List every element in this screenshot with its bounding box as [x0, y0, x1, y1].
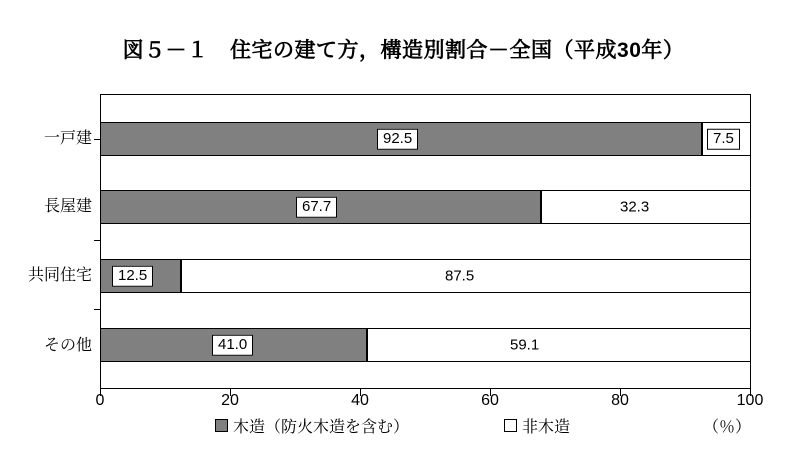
bar-value-wood-2: 12.5: [112, 266, 153, 287]
legend-item-nonwood: [504, 414, 570, 437]
bar-value-wood-0: 92.5: [377, 129, 418, 150]
category-label-2: 共同住宅: [27, 267, 92, 284]
x-tick-label-0: 0: [95, 392, 105, 409]
x-tick-label-2: 40: [351, 392, 369, 409]
legend-swatch-wood-icon: [215, 419, 228, 432]
axis-unit-label: （％）: [702, 419, 751, 436]
bar-segment-nonwood-3: [367, 328, 751, 362]
bar-value-nonwood-1: 32.3: [620, 198, 650, 216]
category-label-3: その他: [43, 337, 92, 354]
bar-row-3: [100, 328, 751, 362]
bar-value-wood-3: 41.0: [212, 335, 253, 356]
category-tick-2: [94, 309, 101, 310]
category-tick-1: [94, 240, 101, 241]
legend-label-nonwood: 非木造: [522, 419, 571, 436]
category-label-0: 一戸建: [43, 130, 92, 147]
bar-row-0: [100, 122, 751, 156]
bar-value-wood-1: 67.7: [296, 197, 337, 218]
x-tick-label-4: 80: [611, 392, 629, 409]
x-tick-label-1: 20: [221, 392, 239, 409]
bar-row-1: [100, 190, 751, 224]
chart-legend: [100, 414, 751, 440]
bar-row-2: [100, 259, 751, 293]
legend-swatch-nonwood-icon: [504, 419, 517, 432]
chart-title: 図５－１ 住宅の建て方，構造別割合－全国（平成30年）: [122, 39, 685, 62]
x-tick-label-3: 60: [481, 392, 499, 409]
bar-value-nonwood-2: 87.5: [445, 267, 475, 285]
bar-value-nonwood-0: 7.5: [707, 129, 740, 150]
legend-item-wood: [215, 414, 409, 437]
legend-label-wood: 木造（防火木造を含む）: [233, 419, 410, 436]
bar-value-nonwood-3: 59.1: [510, 336, 540, 354]
category-label-1: 長屋建: [43, 198, 92, 215]
x-tick-label-5: 100: [736, 392, 764, 409]
